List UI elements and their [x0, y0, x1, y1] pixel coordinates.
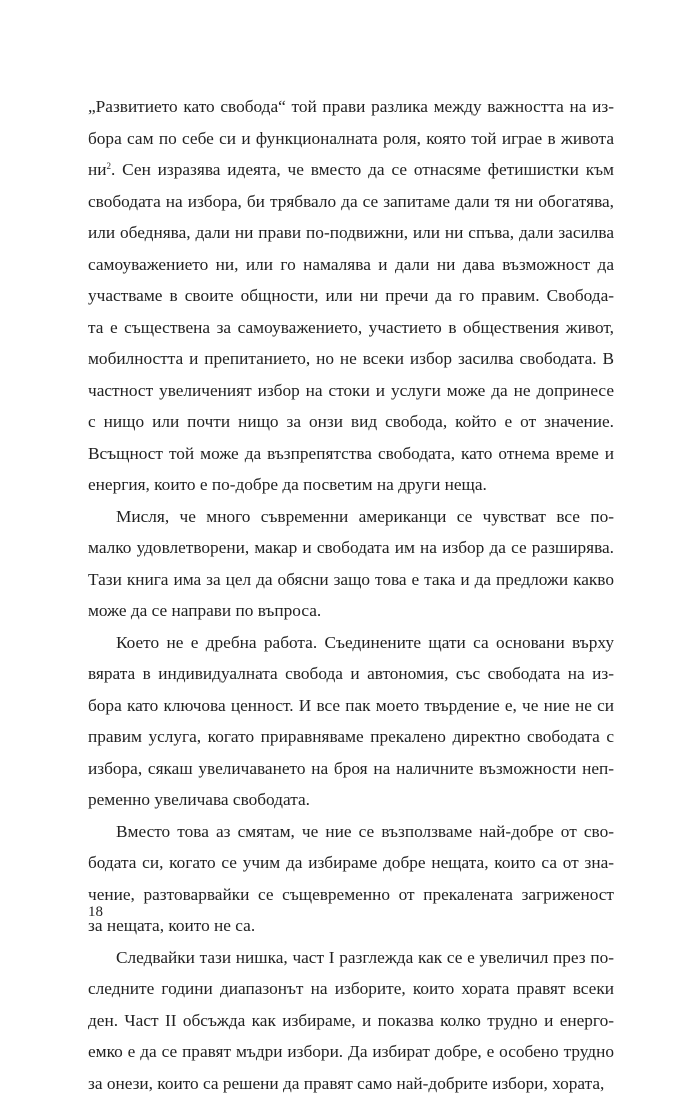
text-line: Вместо това аз смятам, че ние се възползваме най-добре от сво-	[88, 816, 614, 848]
text-line: вярата в индивидуалната свобода и автономия, със свободата на из-	[88, 658, 614, 690]
text-line: свободата на избора, би трябвало да се запитаме дали тя ни обогатява,	[88, 186, 614, 218]
paragraph	[88, 91, 614, 501]
text-line: може да се направи по въпроса.	[88, 595, 614, 627]
text-line: бодата си, когато се учим да избираме добре нещата, които са от зна-	[88, 847, 614, 879]
text-line: Тази книга има за цел да обясни защо това е така и да предложи какво	[88, 564, 614, 596]
text-line: ден. Част II обсъжда как избираме, и показва колко трудно и енерго-	[88, 1005, 614, 1037]
text-line: за нещата, които не са.	[88, 910, 614, 942]
text-line: бора като ключова ценност. И все пак моето твърдение е, че ние не си	[88, 690, 614, 722]
text-line: бора сам по себе си и функционалната роля, която той играе в живота	[88, 123, 614, 155]
text-line: Всъщност той може да възпрепятства свободата, като отнема време и	[88, 438, 614, 470]
text-line: Което не е дребна работа. Съединените щати са основани върху	[88, 627, 614, 659]
text-line: ременно увеличава свободата.	[88, 784, 614, 816]
text-line: самоуважението ни, или го намалява и дали ни дава възможност да	[88, 249, 614, 281]
text-line: за онези, които са решени да правят само най-добрите избори, хората,	[88, 1068, 614, 1099]
paragraph	[88, 501, 614, 627]
page-body	[88, 91, 614, 1099]
text-line: с нищо или почти нищо за онзи вид свобода, който е от значение.	[88, 406, 614, 438]
footnote-marker: 2	[107, 161, 112, 171]
text-line: „Развитието като свобода“ той прави разлика между важността на из-	[88, 91, 614, 123]
text-line: Мисля, че много съвременни американци се чувстват все по-	[88, 501, 614, 533]
text-line: емко е да се правят мъдри избори. Да избират добре, е особено трудно	[88, 1036, 614, 1068]
text-line: $ни^2$. Сен изразява идеята, че вместо да се отнасяме фетишистки към	[88, 154, 614, 186]
text-line: или обеднява, дали ни прави по-подвижни, или ни спъва, дали засилва	[88, 217, 614, 249]
text-line: участваме в своите общности, или ни пречи да го правим. Свобода-	[88, 280, 614, 312]
text-line: избора, сякаш увеличаването на броя на наличните възможности неп-	[88, 753, 614, 785]
paragraph	[88, 627, 614, 816]
text-line: следните години диапазонът на изборите, които хората правят всеки	[88, 973, 614, 1005]
text-line: мобилността и препитанието, но не всеки избор засилва свободата. В	[88, 343, 614, 375]
text-line: чение, разтоварвайки се същевременно от прекалената загриженост	[88, 879, 614, 911]
text-line: та е съществена за самоуважението, участието в обществения живот,	[88, 312, 614, 344]
page-number: 18	[88, 903, 103, 921]
text-line: малко удовлетворени, макар и свободата им на избор да се разширява.	[88, 532, 614, 564]
paragraph	[88, 816, 614, 942]
text-line: правим услуга, когато приравняваме прекалено директно свободата с	[88, 721, 614, 753]
text-line: енергия, които е по-добре да посветим на други неща.	[88, 469, 614, 501]
paragraph	[88, 942, 614, 1099]
text-line: Следвайки тази нишка, част I разглежда как се е увеличил през по-	[88, 942, 614, 974]
text-line: частност увеличеният избор на стоки и услуги може да не допринесе	[88, 375, 614, 407]
